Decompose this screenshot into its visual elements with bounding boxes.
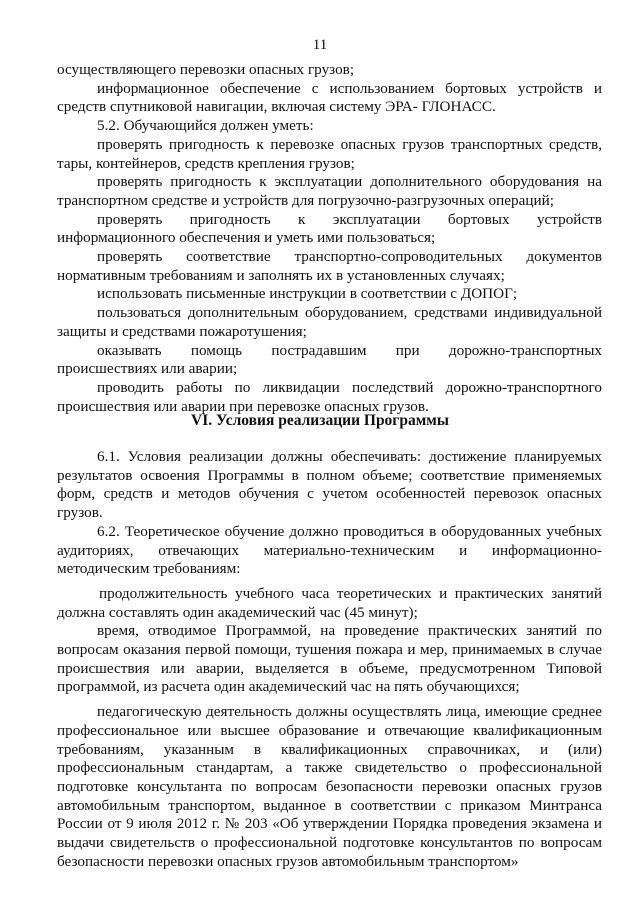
section-vi-title: VI. Условия реализации Программы [191, 412, 449, 429]
paragraph-academic-hour: продолжительность учебного часа теоретических и практических занятий должна составлять один академический час (45 минут); [57, 584, 602, 621]
paragraph-practical-time: время, отводимое Программой, на проведение практических занятий по вопросам оказания первой помощи, тушения пожара и мер, принимаемых в случае происшествия или аварии, выделяется в объеме, предусмотренном Типовой программой, из расчета один академический час на пять обучающихся; [57, 622, 602, 696]
paragraph-skill-instructions: использовать письменные инструкции в соответствии с ДОПОГ; [97, 285, 518, 303]
paragraph-skill-check-vehicles: проверять пригодность к перевозке опасных грузов транспортных средств, тары, контейнеров, средств крепления грузов; [57, 135, 602, 172]
paragraph-skill-onboard-devices: проверять пригодность к эксплуатации бортовых устройств информационного обеспечения и уметь ими пользоваться; [57, 210, 602, 247]
paragraph-skill-documents: проверять соответствие транспортно-сопроводительных документов нормативным требованиям и заполнять их в установленных случаях; [57, 248, 602, 284]
paragraph-skill-protective-equipment: пользоваться дополнительным оборудованием, средствами индивидуальной защиты и средствами пожаротушения; [57, 304, 602, 340]
paragraph-6-1: 6.1. Условия реализации должны обеспечивать: достижение планируемых результатов освоения Программы в полном объеме; соответствие применяемых форм, средств и методов обучения с учетом особенностей перевозок опасных грузов. [57, 448, 602, 522]
paragraph-teaching-staff: педагогическую деятельность должны осуществлять лица, имеющие среднее профессиональное или высшее образование и отвечающие квалификационным требованиям, указанным в квалификационных справочниках, и (или) профессиональным стандартам, а также свидетельство о профессиональной подготовке консультанта по вопросам безопасности перевозки опасных грузов автомобильным транспортом, выданное в соответствии с приказом Минтранса России от 9 июля 2012 г. № 203 «Об утверждении Порядка проведения экзамена и выдачи свидетельств о профессиональной подготовке консультантов по вопросам безопасности перевозки опасных грузов автомобильным транспортом» [57, 703, 602, 870]
paragraph-skill-check-equipment: проверять пригодность к эксплуатации дополнительного оборудования на транспортном средстве и устройств для погрузочно-разгрузочных операций; [57, 173, 602, 209]
paragraph-skill-accident-response: проводить работы по ликвидации последствий дорожно-транспортного происшествия или аварии при перевозке опасных грузов. [57, 378, 602, 415]
paragraph-5-2-heading: 5.2. Обучающийся должен уметь: [97, 117, 314, 135]
paragraph-skill-first-aid: оказывать помощь пострадавшим при дорожно-транспортных происшествиях или аварии; [57, 341, 602, 378]
section-vi-text-block [57, 448, 602, 871]
upper-text-block [57, 61, 602, 416]
paragraph-6-2: 6.2. Теоретическое обучение должно проводиться в оборудованных учебных аудиториях, отвечающих материально-техническим и информационно-методическим требованиям: [57, 522, 602, 578]
paragraph-info-support: информационное обеспечение с использованием бортовых устройств и средств спутниковой навигации, включая систему ЭРА- ГЛОНАСС. [57, 79, 602, 116]
paragraph-continuation: осуществляющего перевозки опасных грузов; [57, 61, 355, 78]
page-number: 11 [312, 37, 328, 53]
